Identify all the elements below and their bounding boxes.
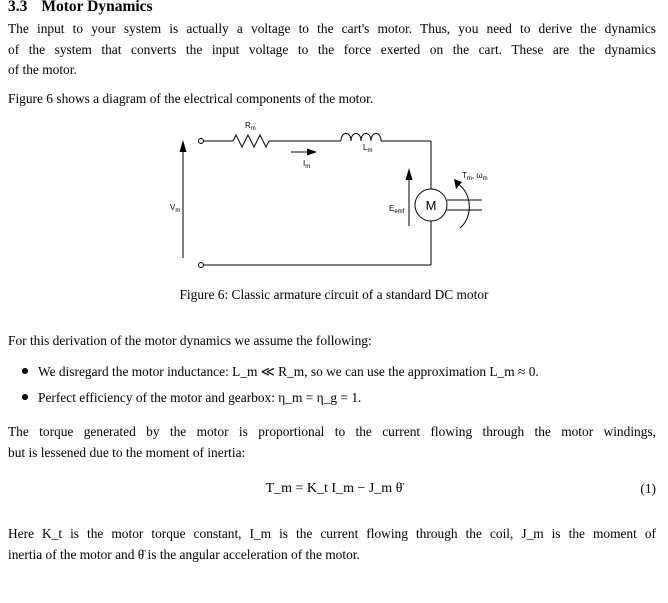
current-arrowhead <box>307 149 317 156</box>
bullet-dot <box>22 394 28 400</box>
figure-reference-paragraph: Figure 6 shows a diagram of the electrical components of the motor. <box>8 91 374 106</box>
intro-line-2: of the system that converts the input voltage to the force exerted on the cart. These are the dynamics <box>8 41 656 57</box>
section-number: 3.3 <box>8 0 28 15</box>
top-terminal <box>199 139 204 144</box>
torque-equation: T_m = K_t I_m − J_m θ̈ <box>265 481 403 496</box>
intro-line-1: The input to your system is actually a voltage to the cart's motor. Thus, you need to derive the dynamics <box>8 21 656 36</box>
bullet-text: Perfect efficiency of the motor and gearbox: η_m = η_g = 1. <box>38 390 362 405</box>
assumptions-intro: For this derivation of the motor dynamics we assume the following: <box>8 333 372 348</box>
emf-label: $E_{emf}$ <box>389 204 405 215</box>
torque-arrowhead <box>454 179 462 189</box>
bullet-text: We disregard the motor inductance: L_m ≪ R_m, so we can use the approximation L_m ≈ 0. <box>38 364 539 379</box>
bullet-item-inductance <box>22 364 539 380</box>
resistor-label: $R_m$ <box>245 121 256 132</box>
section-heading <box>8 0 153 16</box>
bottom-terminal <box>199 263 204 268</box>
torque-line-2: but is lessened due to the moment of inertia: <box>8 444 246 460</box>
definitions-paragraph <box>8 524 656 565</box>
voltage-arrowhead <box>180 140 187 152</box>
figure-caption: Figure 6: Classic armature circuit of a standard DC motor <box>179 287 489 302</box>
bullet-dot <box>22 368 28 374</box>
torque-speed-label: $T_m$, $\omega_m$ <box>462 171 488 182</box>
resistor <box>233 135 269 147</box>
definitions-line-2: inertia of the motor and θ̈ is the angular acceleration of the motor. <box>8 546 360 562</box>
section-title: Motor Dynamics <box>41 0 153 15</box>
motor-label: M <box>425 198 437 213</box>
torque-paragraph <box>8 422 656 463</box>
emf-arrowhead <box>406 168 413 180</box>
equation-number: (1) <box>640 481 656 496</box>
definitions-line-1: Here K_t is the motor torque constant, I_m is the current flowing through the coil, J_m is the moment of <box>8 526 656 541</box>
inductor-label: $L_m$ <box>363 143 373 154</box>
inductor <box>341 134 381 142</box>
torque-line-1: The torque generated by the motor is proportional to the current flowing through the motor windings, <box>8 424 656 439</box>
current-label: $I_m$ <box>303 159 311 170</box>
intro-paragraph <box>8 19 656 81</box>
armature-circuit-diagram <box>0 112 668 277</box>
bullet-item-efficiency <box>22 390 361 406</box>
voltage-label: $V_m$ <box>170 203 181 214</box>
intro-line-3: of the motor. <box>8 62 77 77</box>
